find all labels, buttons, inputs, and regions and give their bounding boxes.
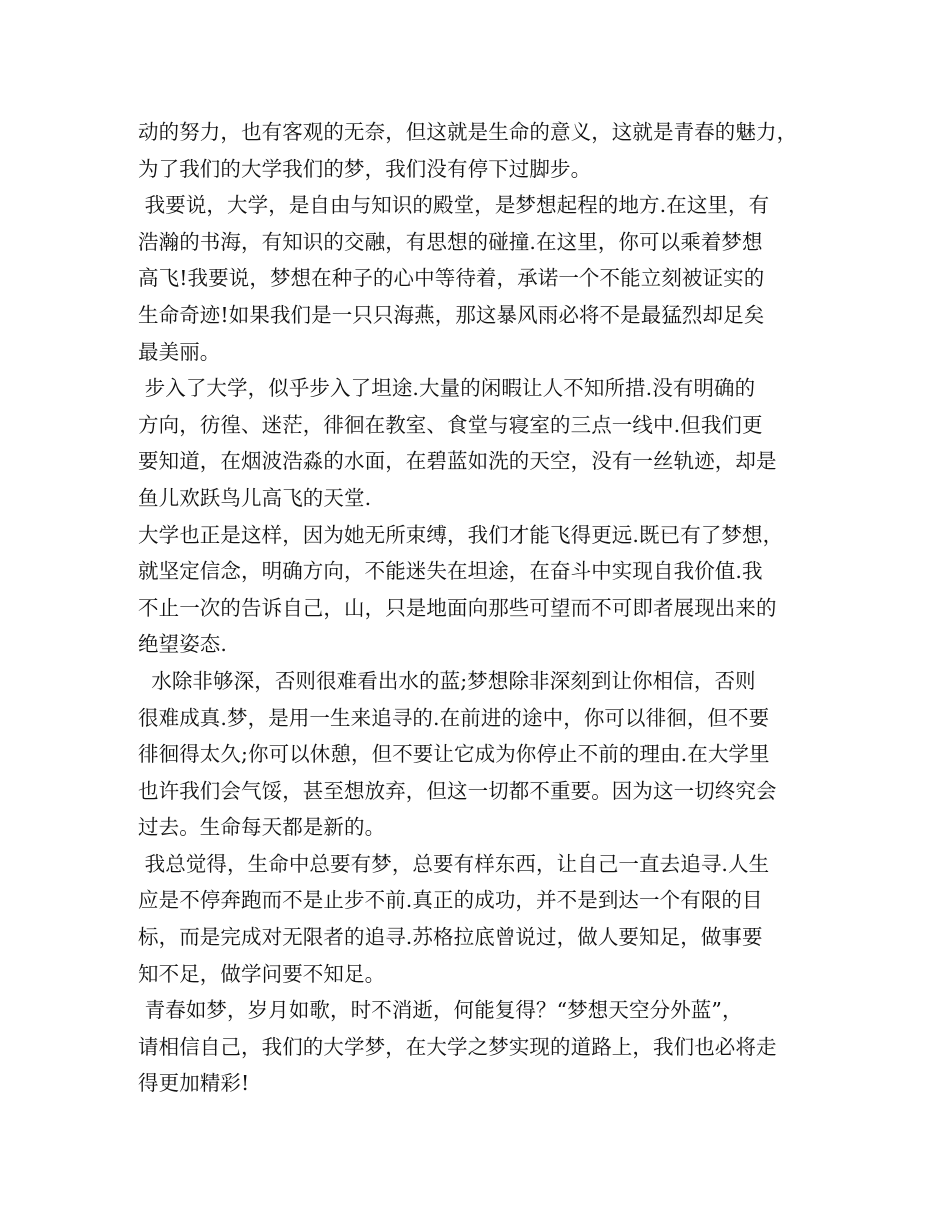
text-line: 大学也正是这样，因为她无所束缚，我们才能飞得更远.既已有了梦想， (138, 522, 784, 547)
text-line: 知不足，做学问要不知足。 (138, 961, 386, 986)
text-line: 方向，彷徨、迷茫，徘徊在教室、食堂与寝室的三点一线中.但我们更 (138, 412, 763, 437)
text-line: 很难成真.梦，是用一生来追寻的.在前进的途中，你可以徘徊，但不要 (138, 705, 770, 730)
text-line: 最美丽。 (138, 339, 221, 364)
paragraph-5 (138, 663, 818, 846)
text-line: 请相信自己，我们的大学梦，在大学之梦实现的道路上，我们也必将走 (138, 1034, 777, 1059)
text-line: 就坚定信念，明确方向，不能迷失在坦途，在奋斗中实现自我价值.我 (138, 559, 763, 584)
text-line: 不止一次的告诉自己，山，只是地面向那些可望而不可即者展现出来的 (138, 595, 777, 620)
paragraph-1 (138, 114, 818, 187)
paragraph-4 (138, 517, 818, 663)
paragraph-6 (138, 846, 818, 992)
text-line: 过去。生命每天都是新的。 (138, 815, 386, 840)
text-line: 我总觉得，生命中总要有梦，总要有样东西，让自己一直去追寻.人生 (138, 851, 770, 876)
text-line: 生命奇迹!如果我们是一只只海燕，那这暴风雨必将不是最猛烈却足矣 (138, 302, 765, 327)
text-line: 应是不停奔跑而不是止步不前.真正的成功，并不是到达一个有限的目 (138, 888, 763, 913)
text-line: 也许我们会气馁，甚至想放弃，但这一切都不重要。因为这一切终究会 (138, 778, 777, 803)
text-line: 绝望姿态. (138, 632, 228, 657)
paragraph-3 (138, 370, 818, 516)
text-line: 我要说，大学，是自由与知识的殿堂，是梦想起程的地方.在这里，有 (138, 193, 770, 218)
document-page (138, 114, 818, 1102)
text-line: 浩瀚的书海，有知识的交融，有思想的碰撞.在这里，你可以乘着梦想 (138, 229, 763, 254)
text-line: 为了我们的大学我们的梦，我们没有停下过脚步。 (138, 156, 592, 181)
text-line: 水除非够深，否则很难看出水的蓝;梦想除非深刻到让你相信，否则 (138, 668, 756, 693)
text-line: 高飞!我要说，梦想在种子的心中等待着，承诺一个不能立刻被证实的 (138, 266, 765, 291)
text-line: 要知道，在烟波浩淼的水面，在碧蓝如洗的天空，没有一丝轨迹，却是 (138, 449, 777, 474)
text-line: 徘徊得太久;你可以休憩，但不要让它成为你停止不前的理由.在大学里 (138, 742, 770, 767)
text-line: 步入了大学，似乎步入了坦途.大量的闲暇让人不知所措.没有明确的 (138, 376, 756, 401)
text-line: 青春如梦，岁月如歌，时不消逝，何能复得？“梦想天空分外蓝”， (138, 998, 743, 1023)
text-line: 得更加精彩! (138, 1071, 250, 1096)
paragraph-7 (138, 992, 818, 1102)
text-line: 动的努力，也有客观的无奈，但这就是生命的意义，这就是青春的魅力， (138, 120, 798, 144)
text-line: 鱼儿欢跃鸟儿高飞的天堂. (138, 485, 372, 510)
paragraph-2 (138, 187, 818, 370)
text-line: 标，而是完成对无限者的追寻.苏格拉底曾说过，做人要知足，做事要 (138, 925, 763, 950)
